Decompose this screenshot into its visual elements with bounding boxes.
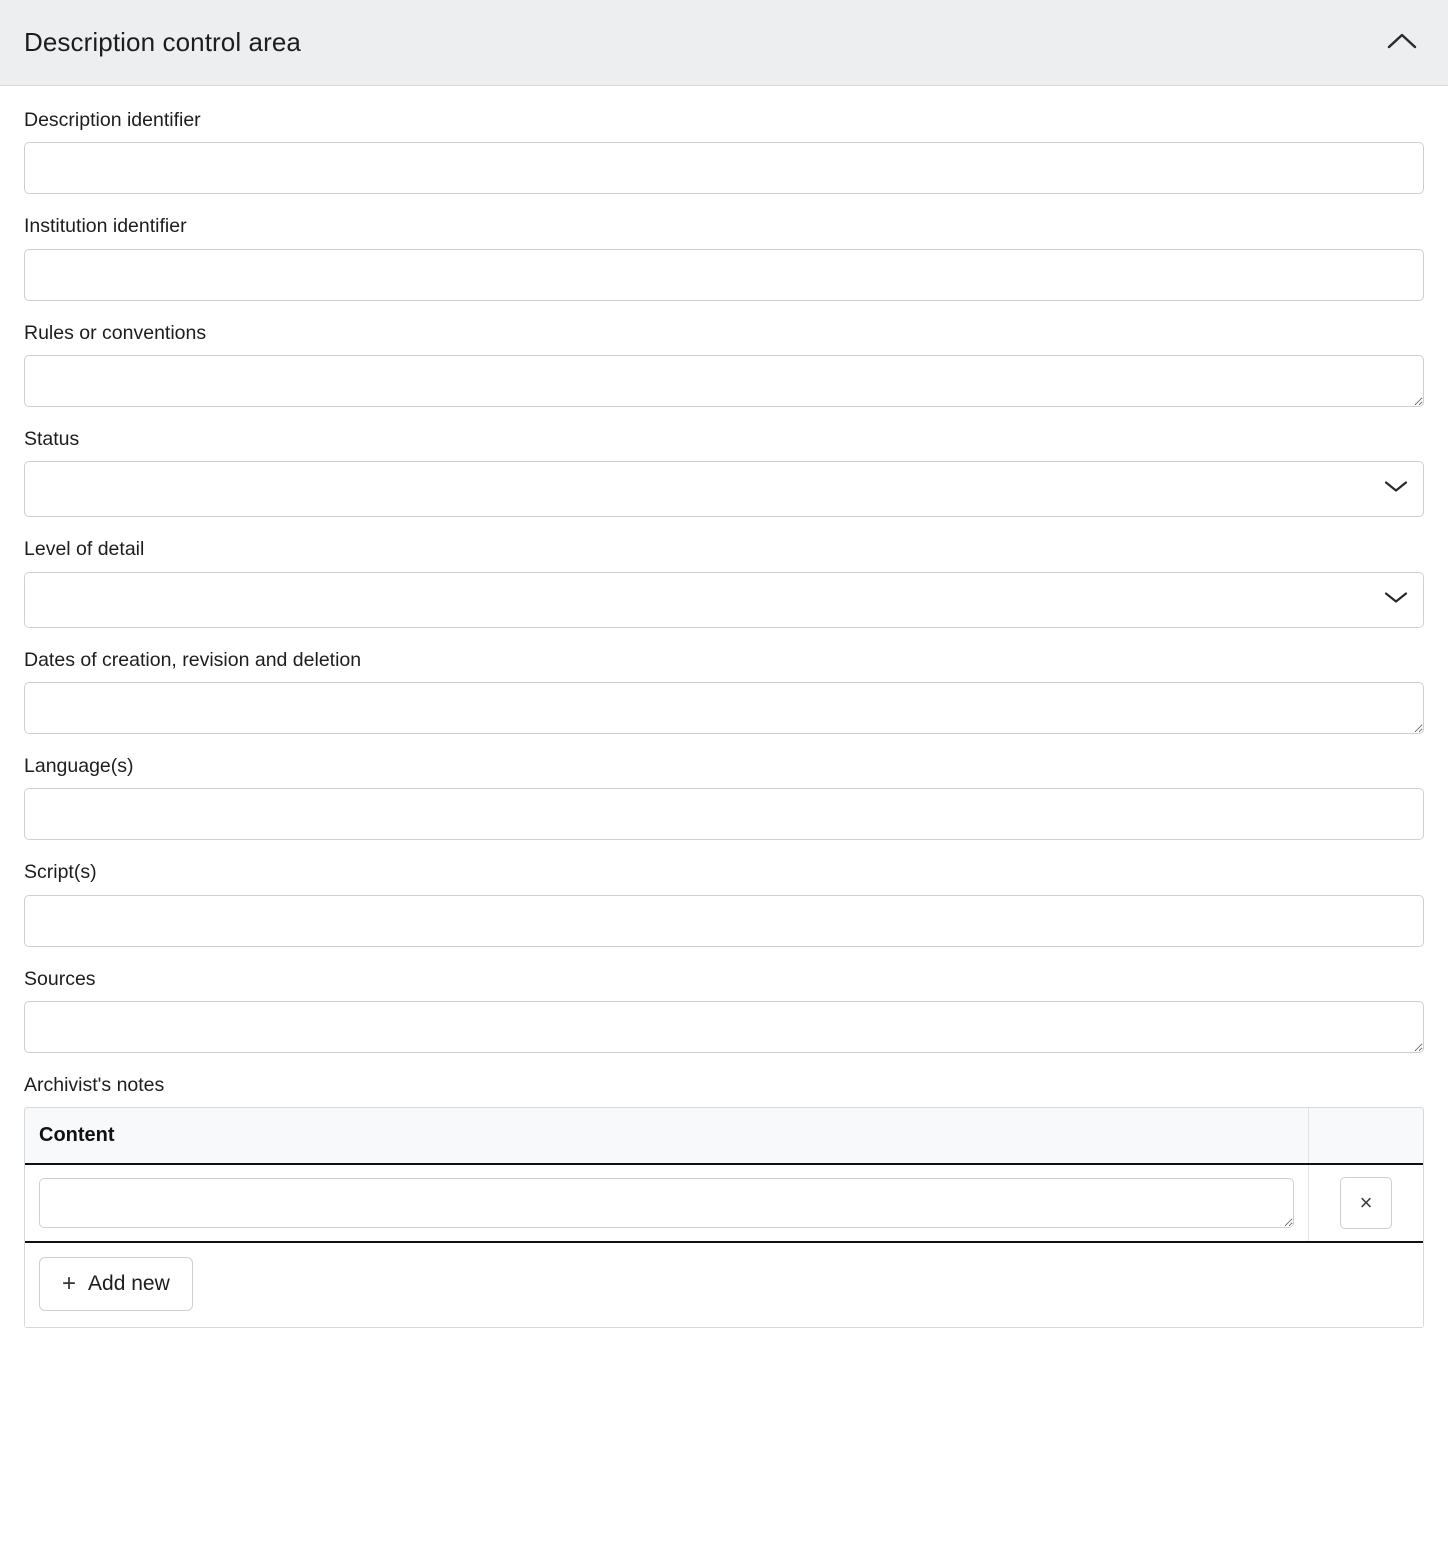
dates-label: Dates of creation, revision and deletion	[24, 648, 362, 671]
languages-input[interactable]	[24, 788, 1424, 840]
scripts-label: Script(s)	[24, 861, 97, 884]
panel-header	[0, 0, 1448, 86]
archivists-notes-label: Archivist's notes	[24, 1074, 165, 1097]
table-header-row	[25, 1108, 1423, 1164]
table-footer	[25, 1243, 1423, 1327]
column-header-content: Content	[25, 1108, 1309, 1164]
archivists-notes-table-wrap	[24, 1107, 1424, 1328]
description-identifier-label: Description identifier	[24, 109, 201, 131]
column-header-actions	[1309, 1108, 1424, 1164]
table-row	[25, 1164, 1423, 1242]
rules-or-conventions-label: Rules or conventions	[24, 321, 207, 344]
status-select-wrap	[24, 461, 1424, 517]
table-body	[25, 1164, 1423, 1242]
field-rules-or-conventions	[24, 321, 1424, 407]
remove-note-button[interactable]: ×	[1340, 1177, 1392, 1229]
institution-identifier-input[interactable]	[24, 249, 1424, 301]
page-title: Description control area	[24, 27, 301, 57]
field-sources	[24, 967, 1424, 1053]
field-dates-of-creation-revision-deletion	[24, 648, 1424, 734]
status-label: Status	[24, 428, 80, 451]
status-select[interactable]	[24, 461, 1424, 517]
field-description-identifier	[24, 108, 1424, 194]
sources-label: Sources	[24, 967, 96, 990]
table-head	[25, 1108, 1423, 1164]
field-status	[24, 427, 1424, 517]
field-languages	[24, 754, 1424, 840]
archivists-notes-table	[25, 1108, 1423, 1243]
sources-textarea[interactable]	[24, 1001, 1424, 1053]
level-of-detail-select[interactable]	[24, 572, 1424, 628]
plus-icon: +	[62, 1270, 77, 1298]
add-new-label: Add new	[88, 1272, 170, 1296]
note-content-textarea[interactable]	[39, 1178, 1294, 1228]
field-level-of-detail	[24, 537, 1424, 627]
field-scripts	[24, 860, 1424, 946]
collapse-panel-button[interactable]	[1380, 21, 1424, 65]
panel-body	[0, 86, 1448, 1368]
note-content-cell	[25, 1164, 1309, 1242]
chevron-up-icon	[1387, 32, 1417, 53]
institution-identifier-label: Institution identifier	[24, 215, 187, 238]
level-of-detail-label: Level of detail	[24, 538, 145, 561]
field-institution-identifier	[24, 214, 1424, 300]
level-of-detail-select-wrap	[24, 572, 1424, 628]
field-archivists-notes	[24, 1073, 1424, 1328]
add-new-button[interactable]	[39, 1257, 193, 1311]
rules-or-conventions-textarea[interactable]	[24, 355, 1424, 407]
dates-textarea[interactable]	[24, 682, 1424, 734]
description-identifier-input[interactable]	[24, 142, 1424, 194]
note-action-cell	[1309, 1164, 1424, 1242]
languages-label: Language(s)	[24, 755, 134, 778]
scripts-input[interactable]	[24, 895, 1424, 947]
